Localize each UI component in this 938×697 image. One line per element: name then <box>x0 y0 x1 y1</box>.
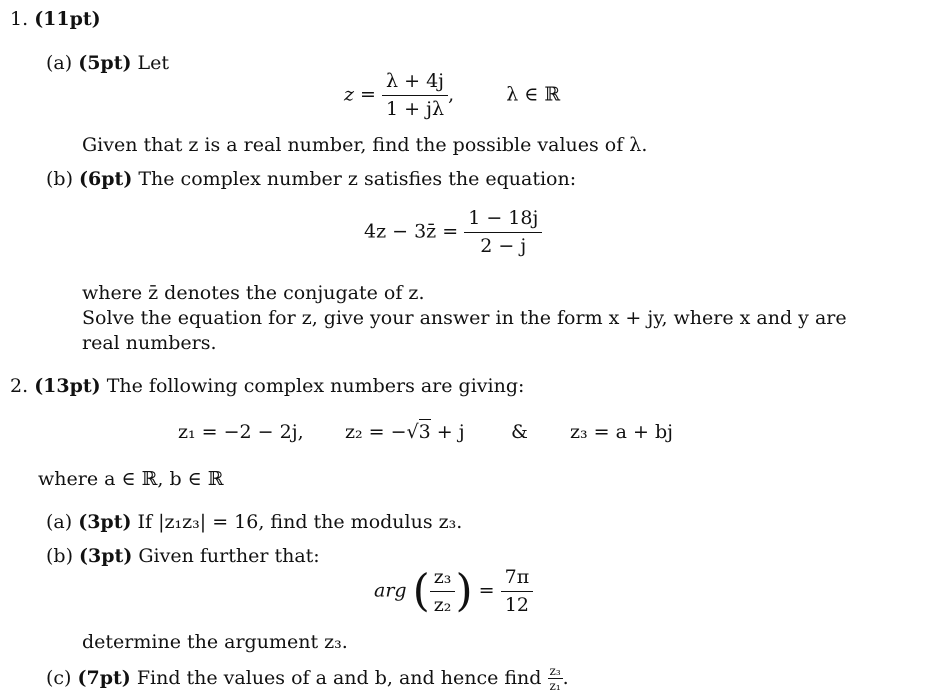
q1a-eq-comma: , <box>448 83 455 106</box>
q2b-label: (b) <box>46 545 73 567</box>
q2b-rhs-denominator: 12 <box>504 593 529 616</box>
q2b-fraction <box>430 566 456 617</box>
q1-points: (11pt) <box>34 8 101 30</box>
q2a-label: (a) <box>46 511 73 533</box>
q1a-points: (5pt) <box>78 52 132 74</box>
q1a-fraction <box>382 70 448 121</box>
q1b-line2: Solve the equation for z, give your answer in the form x + jy, where x and y are <box>82 307 847 329</box>
q2-z2 <box>345 421 465 444</box>
q2-number: 2. <box>10 375 29 397</box>
q2-z3: z₃ = a + bj <box>570 421 674 443</box>
q1b-line1: where z̄ denotes the conjugate of z. <box>82 282 425 304</box>
q1b-eq-lhs: 4z − 3z̄ = <box>364 220 459 243</box>
q2b-fraction-numerator: z₃ <box>430 566 456 592</box>
q2-header <box>10 375 524 398</box>
q2-z1: z₁ = −2 − 2j, <box>178 421 304 443</box>
q2a-line <box>46 511 462 534</box>
q2b-equation <box>374 566 533 617</box>
q1b-fraction-denominator: 2 − j <box>480 234 527 257</box>
q2b-points: (3pt) <box>79 545 133 567</box>
q2c-line <box>46 664 569 694</box>
q2c-period: . <box>562 666 569 689</box>
q2b-left-paren: ( <box>412 565 430 617</box>
q1a-intro: Let <box>137 52 170 74</box>
q1b-fraction <box>464 207 542 258</box>
q2c-text: Find the values of a and b, and hence find <box>136 666 542 689</box>
q1b-label: (b) <box>46 168 73 190</box>
q1b-points: (6pt) <box>79 168 133 190</box>
q1b-fraction-numerator: 1 − 18j <box>464 207 542 233</box>
q2c-fraction-numerator: z₃ <box>549 664 561 678</box>
q1b-header <box>46 168 576 191</box>
q1a-text: Given that z is a real number, find the possible values of λ. <box>82 134 648 156</box>
q2-z2-radical: √ <box>406 421 419 443</box>
q2b-header <box>46 545 320 568</box>
q1-number: 1. <box>10 8 29 30</box>
q2-z2-radicand: 3 <box>418 421 431 443</box>
q2-z2-pre: z₂ = − <box>345 421 407 443</box>
q1b-intro: The complex number z satisfies the equation: <box>138 168 577 190</box>
q1a-label: (a) <box>46 52 73 74</box>
q1-header <box>10 8 101 31</box>
q1a-condition: λ ∈ ℝ <box>506 83 561 106</box>
q2-ampersand: & <box>511 421 528 443</box>
q2a-points: (3pt) <box>78 511 132 533</box>
q2-intro: The following complex numbers are giving: <box>106 375 525 397</box>
q2b-right-paren: ) <box>455 565 473 617</box>
q1a-header <box>46 52 169 75</box>
q2c-points: (7pt) <box>77 666 131 689</box>
q2b-text: determine the argument z₃. <box>82 631 348 653</box>
q1a-fraction-numerator: λ + 4j <box>382 70 448 96</box>
q2b-rhs-numerator: 7π <box>501 566 534 592</box>
q1a-fraction-denominator: 1 + jλ <box>386 97 445 120</box>
q2c-fraction-denominator: z₁ <box>549 679 561 694</box>
q1b-line3: real numbers. <box>82 332 217 354</box>
q1a-equation <box>344 70 560 121</box>
q2b-intro: Given further that: <box>138 545 320 567</box>
q2b-arg: arg <box>374 579 407 602</box>
q2a-text: If |z₁z₃| = 16, find the modulus z₃. <box>137 511 463 533</box>
q2-points: (13pt) <box>34 375 101 397</box>
q2b-rhs-fraction <box>501 566 534 617</box>
q2b-fraction-denominator: z₂ <box>433 593 452 616</box>
q2c-label: (c) <box>46 666 72 689</box>
q2-where: where a ∈ ℝ, b ∈ ℝ <box>38 468 224 490</box>
q1a-eq-lhs: z = <box>344 83 376 106</box>
q2b-equals: = <box>478 579 495 602</box>
q2-z2-post: + j <box>436 421 465 443</box>
q2c-fraction <box>548 664 563 694</box>
q1b-equation <box>364 207 542 258</box>
